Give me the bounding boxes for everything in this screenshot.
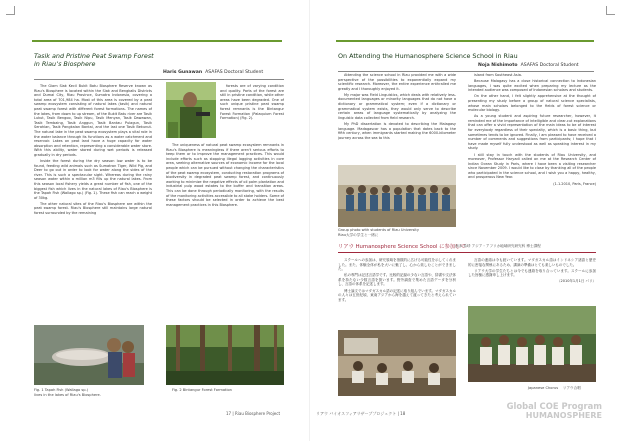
caption-line: Riau大学の学生と一緒に [338, 232, 379, 237]
fig2-caption [172, 388, 284, 393]
author-role: ASAFAS Doctoral Student [205, 70, 264, 75]
caption-line: lives in the lakes of Riau's Biosphere. [34, 392, 101, 397]
paragraph: The other natural sites of the Riau's Biosphere are within the peat swamp forest. Riau's Biosphere still maintains large natural forest surrounded by the remaining [34, 201, 152, 216]
group-photo [338, 165, 456, 227]
jp-column-1 [338, 258, 456, 328]
crop-mark [6, 6, 15, 15]
paragraph: The uniqueness of natural peat swamp ecosystem remnants in Riau's Biosphere is meaningless if there aren't serious efforts to keep them or to improve the management practices. This would include efforts such as stopping illegal logging activities in core area, seeking alternative sources of economic income for the local people which can be pursued without changing the characteristics of the peat swamp ecosystem, conducting restoration programs of biodiversity in degraded peat swamp forest, and continuously working to minimize the negative effects of oil palm plantation and industrial pulp wood estates to the buffer and transition areas. This can be done through periodically monitoring, with the results of the monitoring activities accessible to all stake holders. Some of these factors should be selected in order to achieve the best management practices in this Biosphere. [166, 143, 284, 207]
title-rule [32, 40, 282, 42]
caption-line: Group photo with students of Riau University [338, 228, 419, 232]
author-line [163, 70, 263, 75]
caption-line: Fig. 2 Bintangur Forest Formation [172, 388, 232, 392]
group-photo-illustration [338, 165, 456, 227]
article-title [338, 52, 596, 60]
author-name: Noja Nishimoto [478, 63, 518, 68]
group-photo-caption [338, 228, 456, 237]
paragraph: 言語の連絡は今も続いています。マダガスカル語はインドネシア諸語と歴史的に密接な関係にあるため、講演の準備はとても楽しいものでした。 [468, 258, 596, 267]
title-line: Tasik and Pristine Peat Swamp Forest [34, 52, 154, 60]
bintangur-forest-photo [166, 325, 284, 385]
paragraph: Attending the science school in Riau provided me with a wide perspective of the possibilities to exponentially expand my scientific research. Moreover, the entire experience enthralled me greatly and I thoroughly enjoyed it. [338, 73, 456, 91]
brand-line-2: HUMANOSPHERE [525, 411, 602, 420]
chorus-caption: Japanese Chorus リアウ合唱 [528, 386, 581, 390]
paragraph: island from Southeast Asia. [474, 73, 522, 77]
paragraph: On the other hand, I felt slightly apprehensive at the thought of presenting my study before a group of natural science specialists, whose main scholars belonged to the fields of forest science or molecular biology. [468, 94, 596, 113]
program-brand [507, 402, 602, 420]
paragraph: スクールへの参加は、研究領域を指数的に広げる可能性を示してくれました。また、体験全体が私を大いに魅了し、心から楽しむことができました。 [338, 258, 456, 272]
paragraph: 博士論文ではマダガスカル語の記述に取り組んでいます。マダガスカルの人々は五世紀頃、東南アジアから海を越えて渡ってきたと考えられています。 [338, 288, 456, 302]
title-line: in Riau’s Biosphere [34, 60, 96, 68]
divider [338, 71, 594, 72]
right-page [310, 0, 620, 441]
jp-dateline: （2010年1月1日 パリ） [557, 279, 596, 284]
paragraph: The Giam Siak Kecil Bukit Batu Biosphere Reserve known as Riau's Biosphere is located within the Siak and Bengkalis Districts and Dumai City, Riau Province, Sumatra Indonesia, covering a total area of 701,984 ha. Most of this area is covered by a peat swamp ecosystem consisting of natural lakes (tasik) and natural peat swamp forest with different forest formations. The names of the lakes, from down to up stream, of the Bukit Batu river are Tasik Lukut, Tasik Bengoo, Tasik Nipu, Tasik Menyan, Tasik Dawawan, Tasik Tembaing, Tasik Anggun, Tasik Bantau Pulagun, Tasik Serahlan, Tasik Pangkalan Bantai, and the last one Tasik Bekunut. The natural lake in the peat swamp ecosystem plays a vital role in the water balance through its functions as a water catchment and reservoir. Lakes on peat land have a huge capacity for water absorption and retention, representing a considerable water store. With this ability, water stored during wet periods is released gradually in dry periods. [34, 84, 152, 157]
body-column-1 [34, 84, 152, 320]
jp-column-2 [468, 258, 596, 304]
paragraph: forests are of varying condition and quality. Parts of the forest are still in pristine condition, while other areas have been degraded. One of such unique pristine peat swamp forest remnants is the Bintangur Forest Formation (Palaquium Forest Formation) (Fig. 2). [220, 84, 284, 121]
paragraph: As a young student and aspiring future researcher, however, it reminded me of the importance of intelligible and clear-cut explanations that can offer a vivid representation of the main ideas to be of interest for everybody regardless of their specialty, which is a basic thing, but sometimes tends to be ignored. Finally, I am pleased to have received a number of comments and suggestions from participants; I hope that I have made myself fully understood as well as speaking interest in my study. [468, 114, 596, 151]
dateline: (1.1.2010, Paris, France) [553, 181, 596, 186]
jp-author: 西本 希呼 アジア・アフリカ地域研究研究科 博士課程 [455, 244, 541, 248]
paragraph: I still stay in touch with the students of Riau University, and moreover, Professor Haryadi called on me at the Research Center of Indian Ocean Study in Paris, where I have been a visiting researcher since November 2009. I would like to close by thanking all of the people who participated in the science school, and I wish you a happy, healthy, and prosperous New Year. [468, 152, 596, 180]
forest-ranger-illustration [166, 82, 216, 138]
paragraph: Because Malagasy has a close historical connection to Indonesian languages, I was quite excited when preparing my lecture as the intended audience was composed of Indonesian scholars and students. [468, 79, 596, 93]
article-title [34, 52, 284, 68]
caption-line: Fig. 1 Tapah Fish (Wallago sp.) [34, 388, 89, 392]
brand-line-1: Global COE Program [506, 401, 602, 411]
title-rule [336, 40, 594, 42]
body-column-2 [166, 143, 284, 319]
crop-mark [606, 6, 615, 15]
jp-heading: リアウ Humanosphere Science School に参加して [338, 244, 466, 250]
meeting-photo [338, 330, 456, 396]
tapah-fish-illustration [34, 325, 144, 385]
paragraph: リアウ大学の学生たちとは今でも連絡を取り合っています。スクールに参加した皆様に感謝申し上げます。 [468, 268, 596, 278]
paragraph: 私の専門は記述言語学です。比較的記録の少ない言語や、辞書や文法体系を持たない少数言語を扱います。野外調査で集めた言語データを分析し、言語の体系を記述します。 [338, 273, 456, 287]
author-role: ASAFAS Doctoral Student [520, 63, 579, 68]
left-folio: 17 | Riau Biosphere Project [226, 411, 281, 416]
meeting-photo-illustration [338, 330, 456, 396]
author-name: Haris Gunawan [163, 70, 203, 75]
jp-divider [338, 252, 596, 253]
chorus-photo-illustration [468, 306, 596, 382]
bintangur-forest-illustration [166, 325, 284, 385]
body-column-2-top [220, 84, 284, 140]
author-line [478, 63, 579, 68]
fig1-caption [34, 388, 154, 397]
title-line: On Attending the Humanosphere Science School in Riau [338, 52, 518, 60]
body-column-1 [338, 73, 456, 161]
paragraph: My major was Field Linguistics, which deals with relatively less-documented languages or minority languages that do not have a dictionary or grammatical system; even if a dictionary or grammatical system exists, they would only serve to describe certain areas of language systematically by analyzing the linguistic data collected from field research. [338, 92, 456, 120]
paragraph: Inside the forest during the dry season low water is to be found, feeding wild animals such as Sumatran Tiger, Wild Pig, and Deer to go out in order to look for water along the sides of the river. This is such a spectacular sight. Whereas during the rainy season water within a million m3 fills up the natural lakes. From this season local fishery yields a great number of fish, one of the biggest fish which lives in the natural lakes of Riau's Biosphere is the Tapah Fish (Wallago sp.) (Fig. 1). These fish can reach a weight of 30kg. [34, 159, 152, 200]
divider [34, 79, 284, 80]
body-column-2 [468, 73, 596, 239]
forest-ranger-photo [166, 82, 216, 138]
paragraph: My PhD dissertation is devoted to describing the Malagasy language. Madagascar has a population that dates back to the fifth century, when immigrants started making the 6000-kilometer journey across the sea to this [338, 121, 456, 140]
right-folio: リアウ バイオスフィアリザーブプロジェクト | 18 [316, 411, 406, 416]
tapah-fish-photo [34, 325, 144, 385]
chorus-photo [468, 306, 596, 382]
